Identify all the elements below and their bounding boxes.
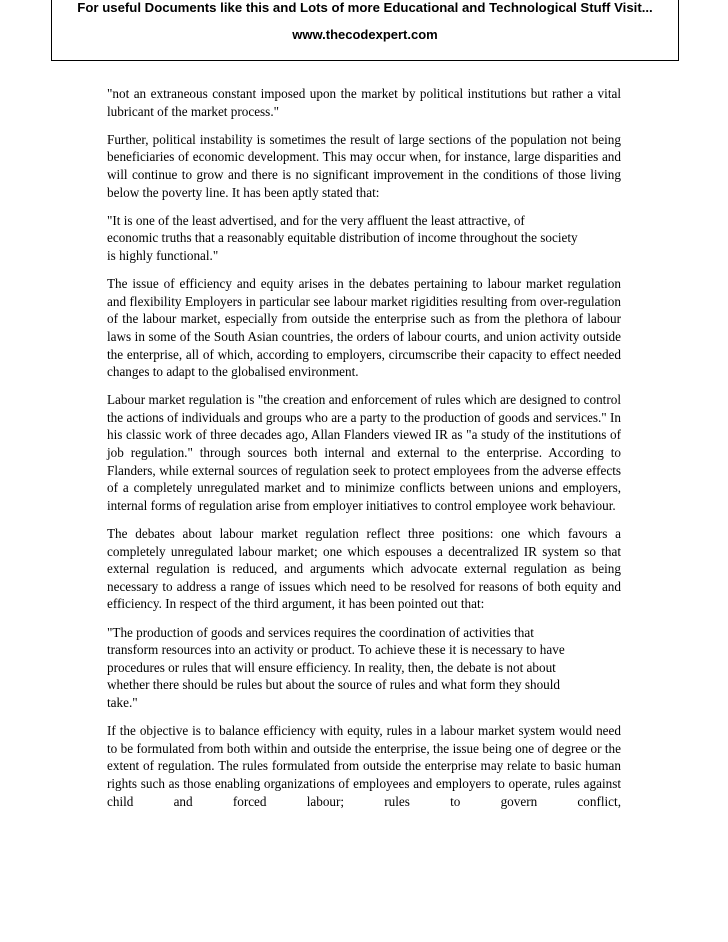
- quote-paragraph: "It is one of the least advertised, and for the very affluent the least attractive, of economic truths that a reasonably equitable distribution of income throughout the society is highly functional.": [107, 212, 578, 263]
- body-paragraph: The issue of efficiency and equity arises in the debates pertaining to labour market regulation and flexibility Employers in particular see labour market rigidities resulting from over-regulation of the labour market, especially from outside the enterprise such as from the plethora of labour laws in some of the South Asian countries, the orders of labour courts, and union activity outside the enterprise, all of which, according to employers, circumscribe their capacity to effect needed changes to adapt to the globalised environment.: [107, 276, 621, 380]
- quote-paragraph: "not an extraneous constant imposed upon the market by political institutions but rather a vital lubricant of the market process.": [107, 86, 621, 119]
- body-paragraph: If the objective is to balance efficiency with equity, rules in a labour market system would need to be formulated from both within and outside the enterprise, the issue being one of degree or the extent of regulation. The rules formulated from outside the enterprise may relate to basic human rights such as those enabling organizations of employees and employers to operate, rules against child and forced labour; rules to govern conflict,: [107, 723, 621, 809]
- banner-promo-text: For useful Documents like this and Lots of more Educational and Technological Stuff Visit...: [77, 0, 653, 15]
- header-banner: [51, 0, 679, 61]
- quote-paragraph: "The production of goods and services requires the coordination of activities that transform resources into an activity or product. To achieve these it is necessary to have procedures or rules that will ensure efficiency. In reality, then, the debate is not about whether there should be rules but about the source of rules and what form they should take.": [107, 624, 565, 710]
- body-paragraph: Further, political instability is sometimes the result of large sections of the population not being beneficiaries of economic development. This may occur when, for instance, large disparities and will continue to grow and there is no significant improvement in the conditions of those living below the poverty line. It has been aptly stated that:: [107, 131, 621, 200]
- banner-website-link[interactable]: www.thecodexpert.com: [292, 27, 438, 42]
- body-paragraph: Labour market regulation is "the creation and enforcement of rules which are designed to control the actions of individuals and groups who are a party to the production of goods and services." In his classic work of three decades ago, Allan Flanders viewed IR as "a study of the institutions of job regulation." through sources both internal and external to the enterprise. According to Flanders, while external sources of regulation seek to protect employees from the adverse effects of a completely unregulated market and to minimize conflicts between unions and employers, internal forms of regulation arise from employer initiatives to control employee work behaviour.: [107, 392, 621, 513]
- body-paragraph: The debates about labour market regulation reflect three positions: one which favours a completely unregulated labour market; one which espouses a decentralized IR system so that external regulation is reduced, and arguments which advocate external regulation as being necessary to address a range of issues which need to be resolved for reasons of both equity and efficiency. In respect of the third argument, it has been pointed out that:: [107, 526, 621, 612]
- document-body: [107, 85, 621, 821]
